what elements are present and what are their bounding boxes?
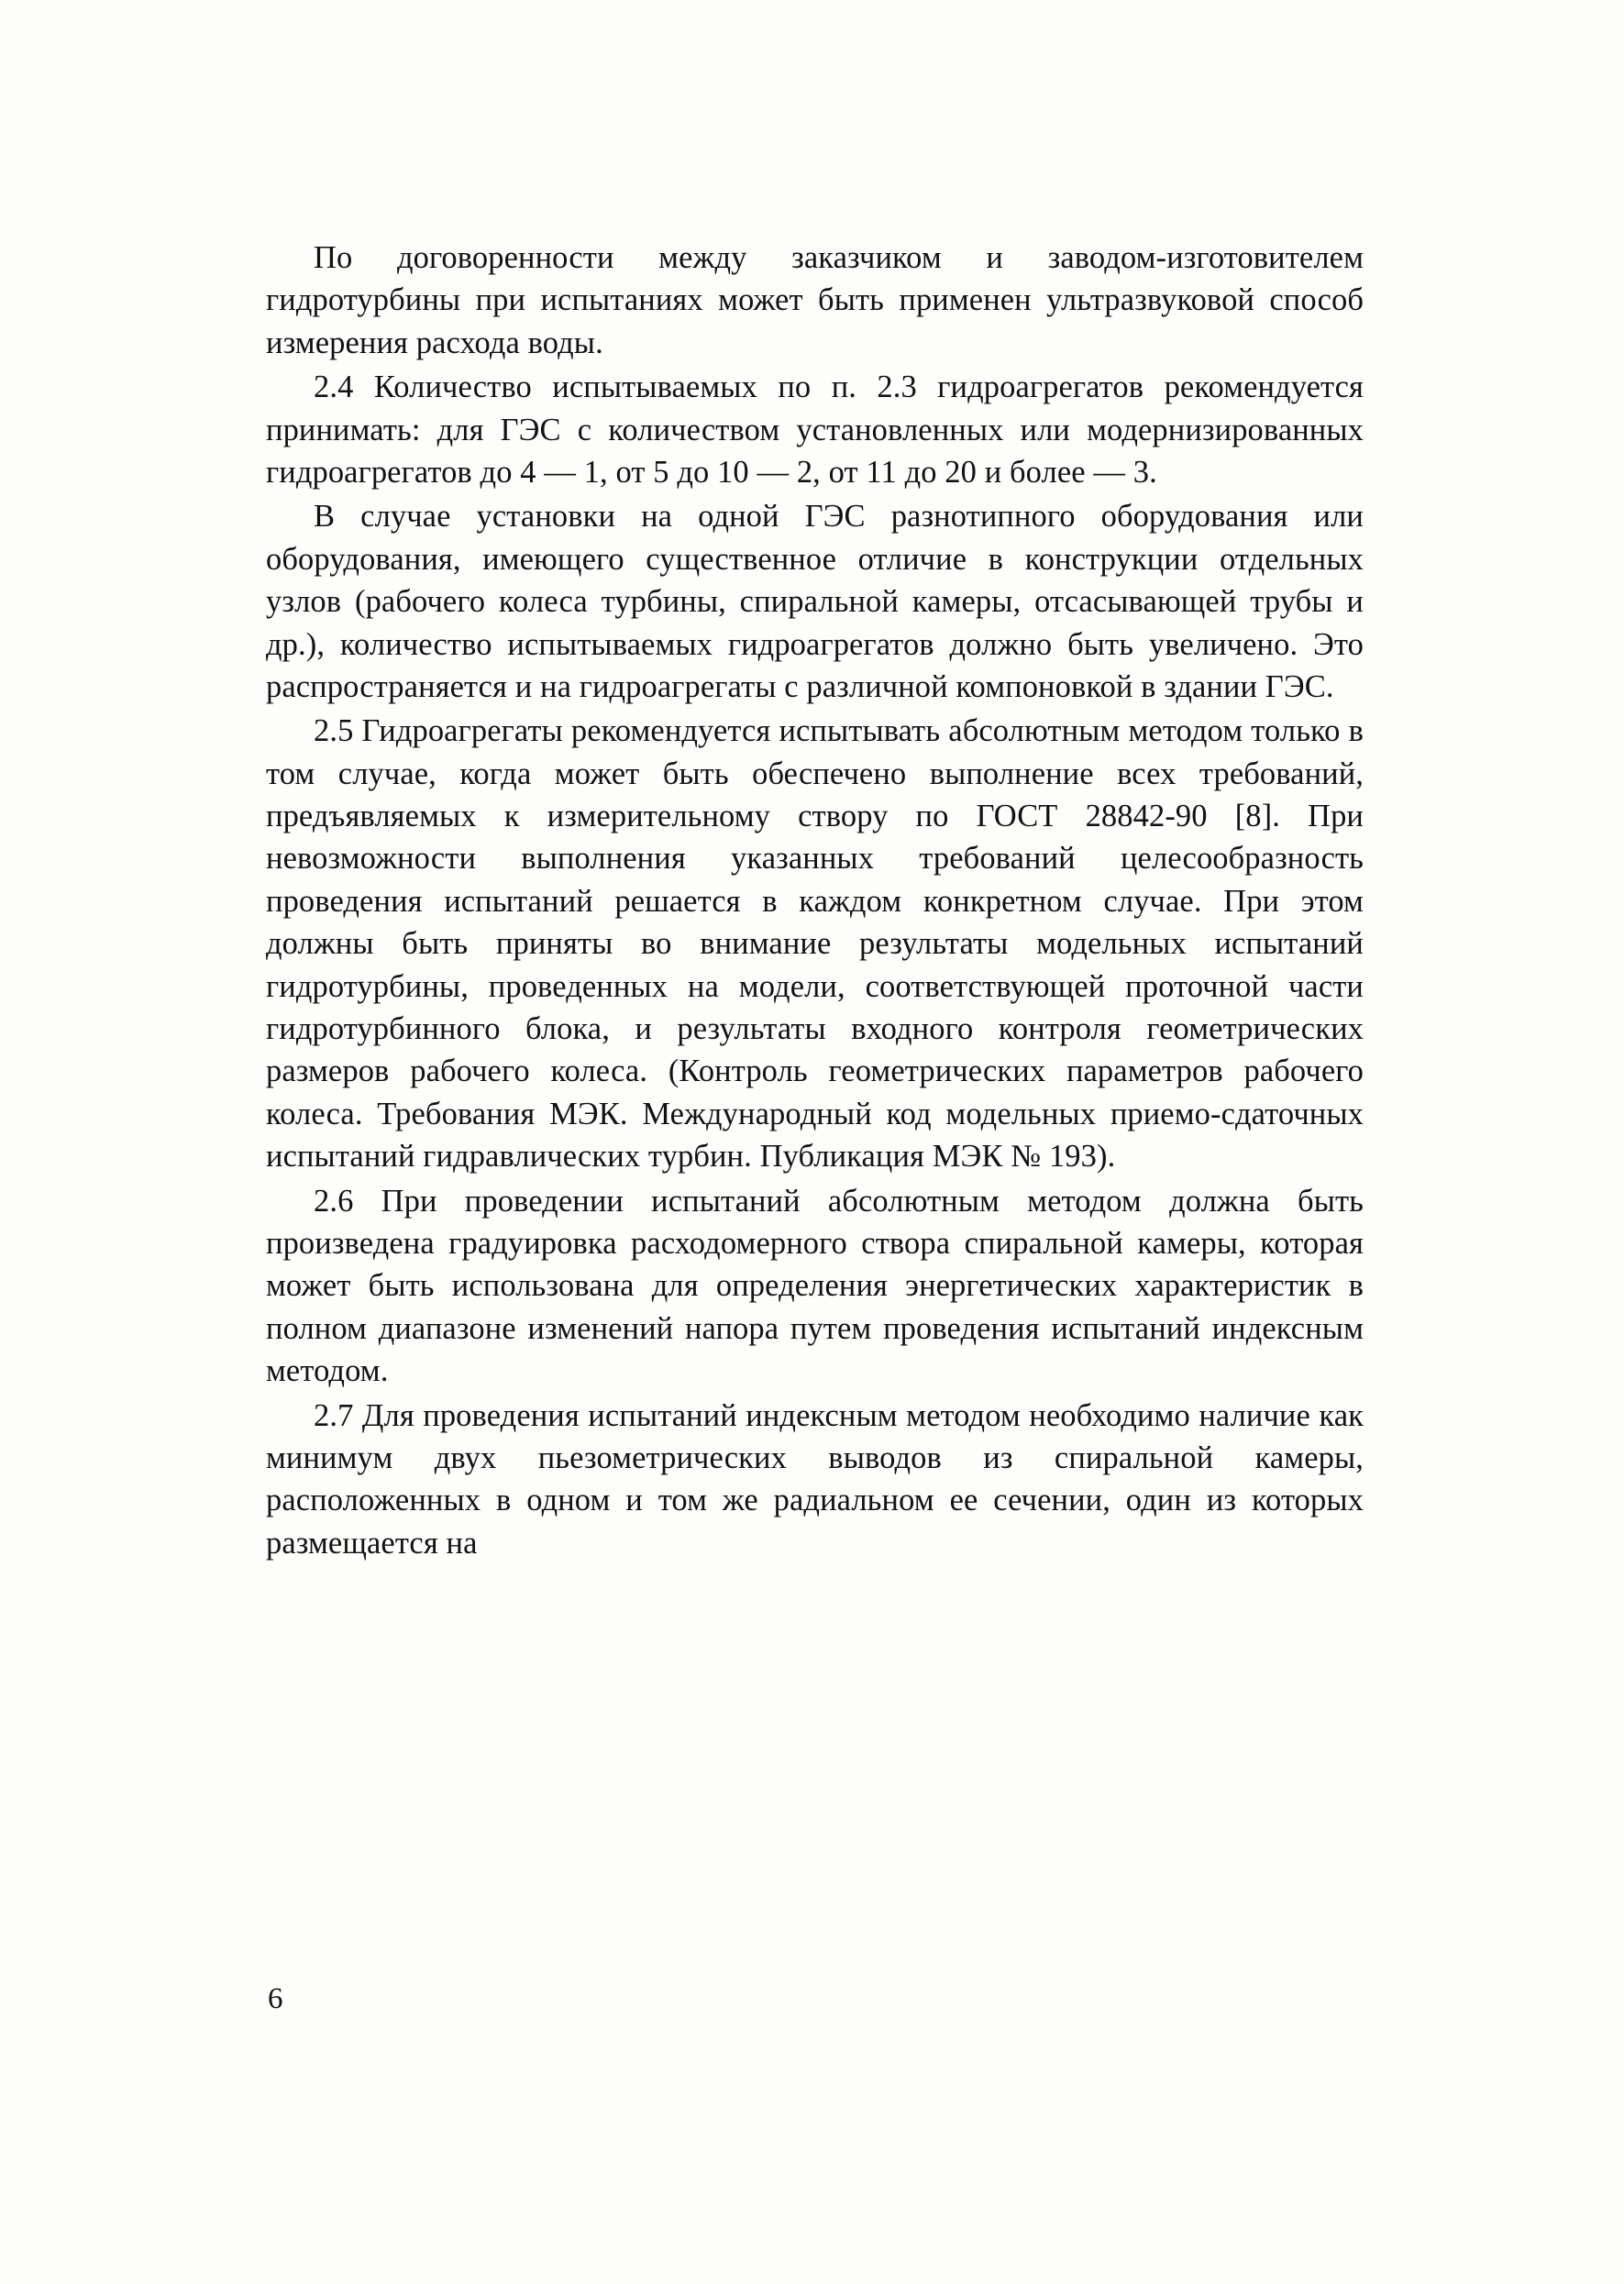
paragraph-different-equipment: В случае установки на одной ГЭС разнотипного оборудования или оборудования, имеющего существенное отличие в конструкции отдельных узлов (рабочего колеса турбины, спиральной камеры, отсасывающей трубы и др.), количество испытываемых гидроагрегатов должно быть увеличено. Это распространяется и на гидроагрегаты с различной компоновкой в здании ГЭС. bbox=[266, 499, 1364, 704]
page-number: 6 bbox=[268, 1982, 283, 2015]
paragraph-clause-2-6: 2.6 При проведении испытаний абсолютным методом должна быть произведена градуировка расходомерного створа спиральной камеры, которая может быть использована для определения энергетических характеристик в полном диапазоне изменений напора путем проведения испытаний индексным методом. bbox=[266, 1183, 1364, 1389]
paragraph-clause-2-7: 2.7 Для проведения испытаний индексным методом необходимо наличие как минимум двух пьезометрических выводов из спиральной камеры, расположенных в одном и том же радиальном ее сечении, один из которых размещается на bbox=[266, 1397, 1364, 1561]
paragraph-agreement: По договоренности между заказчиком и заводом-изготовителем гидротурбины при испытаниях может быть применен ультразвуковой способ измерения расхода воды. bbox=[266, 240, 1364, 360]
paragraph-clause-2-4: 2.4 Количество испытываемых по п. 2.3 гидроагрегатов рекомендуется принимать: для ГЭС с количеством установленных или модернизированных гидроагрегатов до 4 — 1, от 5 до 10 — 2, от 11 до 20 и более — 3. bbox=[266, 370, 1364, 490]
body-text-column bbox=[266, 237, 1364, 1564]
paragraph-clause-2-5: 2.5 Гидроагрегаты рекомендуется испытывать абсолютным методом только в том случае, когда может быть обеспечено выполнение всех требований, предъявляемых к измерительному створу по ГОСТ 28842-90 [8]. При невозможности выполнения указанных требований целесообразность проведения испытаний решается в каждом конкретном случае. При этом должны быть приняты во внимание результаты модельных испытаний гидротурбины, проведенных на модели, соответствующей проточной части гидротурбинного блока, и результаты входного контроля геометрических размеров рабочего колеса. (Контроль геометрических параметров рабочего колеса. Требования МЭК. Международный код модельных приемо-сдаточных испытаний гидравлических турбин. Публикация МЭК № 193). bbox=[266, 713, 1364, 1175]
